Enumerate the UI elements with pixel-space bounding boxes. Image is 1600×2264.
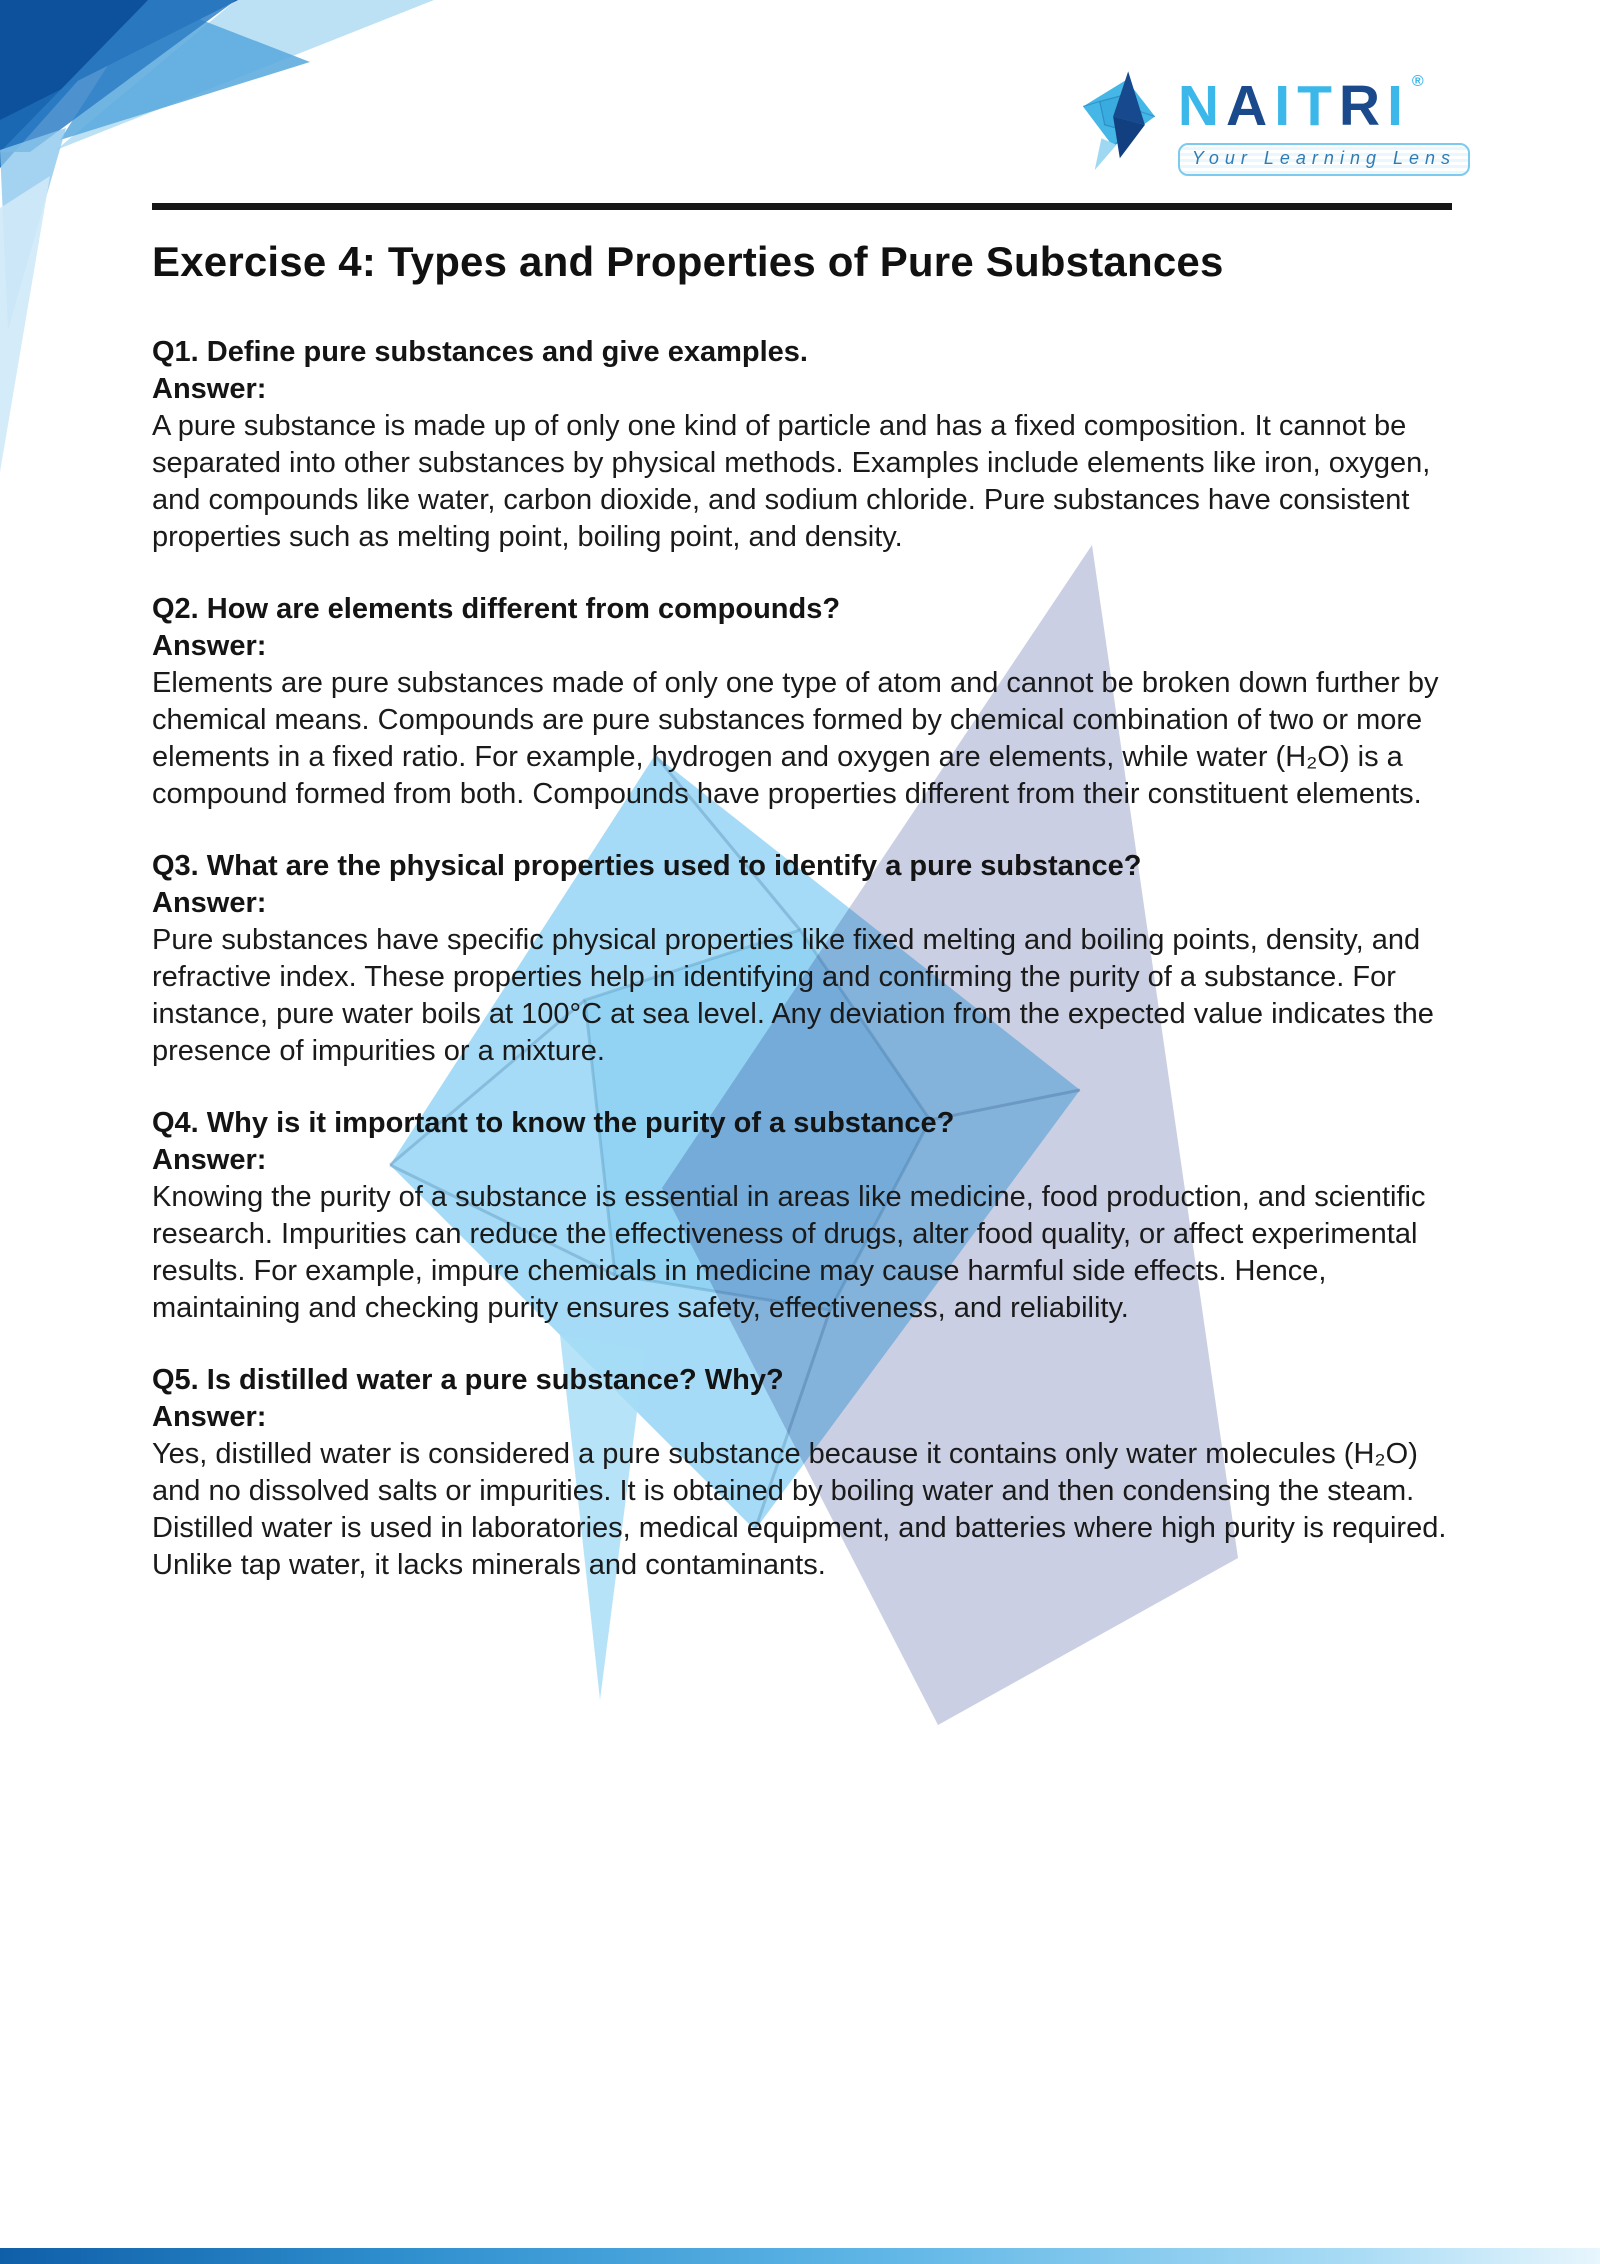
question-heading: Q5. Is distilled water a pure substance? Why? <box>152 1364 784 1397</box>
answer-text: Elements are pure substances made of only one type of atom and cannot be broken down further by chemical means. Compounds are pure substances formed by chemical combination of two or more elements in a fixed ratio. For example, hydrogen and oxygen are elements, while water (H₂O) is a compound formed from both. Compounds have properties different from their constituent elements. <box>152 667 1439 811</box>
answer-label: Answer: <box>152 630 267 663</box>
page-title: Exercise 4: Types and Properties of Pure Substances <box>152 238 1224 285</box>
brand-letter: R <box>1338 74 1388 138</box>
answer-label: Answer: <box>152 1401 267 1434</box>
question-heading: Q2. How are elements different from compounds? <box>152 593 841 626</box>
footer-accent-bar <box>0 2248 1600 2264</box>
brand-letter: I <box>1387 74 1410 138</box>
qa-list <box>152 334 1452 1584</box>
tagline-text: Your Learning Lens <box>1191 148 1456 168</box>
qa-block <box>152 1362 1452 1584</box>
qa-block <box>152 848 1452 1070</box>
qa-block <box>152 591 1452 813</box>
answer-label: Answer: <box>152 887 267 920</box>
question-heading: Q1. Define pure substances and give examples. <box>152 336 808 369</box>
naitri-logo <box>1078 52 1470 186</box>
naitri-pinwheel-icon <box>1078 52 1170 186</box>
answer-text: Pure substances have specific physical properties like fixed melting and boiling points, density, and refractive index. These properties help in identifying and confirming the purity of a substance. For instance, pure water boils at 100°C at sea level. Any deviation from the expected value indicates the presence of impurities or a mixture. <box>152 924 1434 1068</box>
answer-text: A pure substance is made up of only one kind of particle and has a fixed composition. It cannot be separated into other substances by physical methods. Examples include elements like iron, oxygen, and compounds like water, carbon dioxide, and sodium chloride. Pure substances have consistent properties such as melting point, boiling point, and density. <box>152 410 1431 554</box>
brand-letter: N <box>1177 74 1227 138</box>
brand-letter: T <box>1297 74 1339 138</box>
question-heading: Q4. Why is it important to know the purity of a substance? <box>152 1107 955 1140</box>
title-rule <box>152 203 1452 210</box>
brand-tagline <box>1178 143 1470 176</box>
answer-text: Knowing the purity of a substance is essential in areas like medicine, food production, and scientific research. Impurities can reduce the effectiveness of drugs, alter food quality, or affect experimental results. For example, impure chemicals in medicine may cause harmful side effects. Hence, maintaining and checking purity ensures safety, effectiveness, and reliability. <box>152 1181 1426 1325</box>
registered-trademark-symbol: ® <box>1411 73 1431 90</box>
brand-letter: I <box>1274 74 1298 138</box>
qa-block <box>152 1105 1452 1327</box>
question-heading: Q3. What are the physical properties used to identify a pure substance? <box>152 850 1142 883</box>
document-content <box>152 203 1452 1619</box>
qa-block <box>152 334 1452 556</box>
brand-wordmark <box>1177 73 1431 138</box>
answer-text: Yes, distilled water is considered a pure substance because it contains only water molecules (H₂O) and no dissolved salts or impurities. It is obtained by boiling water and then condensing the steam. Distilled water is used in laboratories, medical equipment, and batteries where high purity is required. Unlike tap water, it lacks minerals and contaminants. <box>152 1438 1447 1582</box>
brand-letter: A <box>1226 74 1275 138</box>
answer-label: Answer: <box>152 373 267 406</box>
answer-label: Answer: <box>152 1144 267 1177</box>
